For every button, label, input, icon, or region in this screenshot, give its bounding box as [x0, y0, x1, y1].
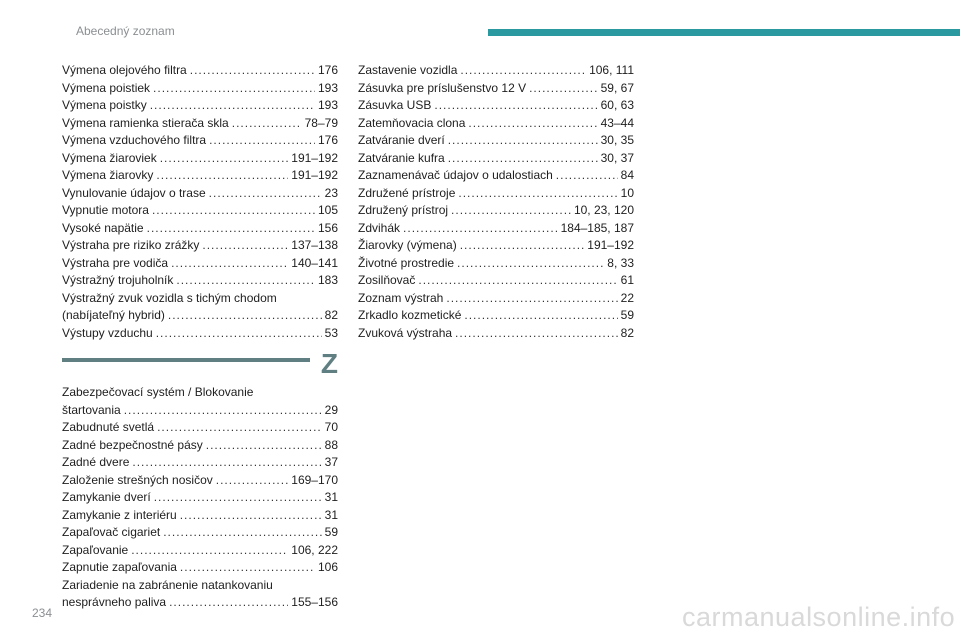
index-entry [62, 489, 338, 507]
index-entry-term: Zvuková výstraha [358, 325, 453, 340]
index-entry [358, 272, 634, 290]
index-entry-page: 176 [317, 133, 338, 147]
dot-leader [132, 454, 321, 472]
index-entry-page: 193 [317, 98, 338, 112]
index-entry-page: 193 [317, 80, 338, 95]
index-entry-term: (nabíjateľný hybrid) [62, 308, 165, 322]
dot-leader [403, 220, 558, 238]
index-entry [358, 80, 634, 98]
index-entry [62, 524, 338, 542]
index-entry [62, 202, 338, 220]
index-entry-page: 106 [317, 560, 338, 574]
index-column-left-top [62, 62, 338, 342]
index-entry [62, 62, 338, 80]
index-entry-page: 191–192 [291, 150, 338, 165]
index-entry [358, 325, 634, 343]
dot-leader [190, 62, 315, 80]
dot-leader [446, 290, 617, 308]
index-entry [62, 220, 338, 238]
index-entry-term: Zásuvka USB [358, 98, 432, 112]
index-entry-term: Výstupy vzduchu [62, 325, 153, 340]
index-entry [62, 185, 338, 203]
dot-leader [216, 472, 289, 490]
index-entry-page: 78–79 [304, 115, 338, 130]
index-entry-term: Zamykanie z interiéru [62, 507, 177, 522]
dot-leader [434, 97, 597, 115]
dot-leader [131, 542, 288, 560]
index-entry-term: Výstraha pre vodiča [62, 255, 169, 270]
dot-leader [460, 237, 585, 255]
index-column-right [358, 62, 634, 342]
header-title: Abecedný zoznam [76, 24, 175, 38]
index-entry [62, 559, 338, 577]
index-entry-page: 59 [620, 308, 634, 322]
index-entry-term: Zabudnuté svetlá [62, 420, 155, 434]
page-number: 234 [32, 606, 53, 620]
dot-leader [232, 115, 302, 133]
index-entry-term: Vysoké napätie [62, 220, 144, 235]
index-entry-term: Zaznamenávač údajov o udalostiach [358, 168, 553, 182]
index-entry [358, 202, 634, 220]
index-entry-page: 59, 67 [600, 80, 634, 95]
index-entry-term: Združený prístroj [358, 203, 449, 217]
index-entry-term: štartovania [62, 402, 121, 417]
index-entry-term: Výstraha pre riziko zrážky [62, 238, 200, 252]
dot-leader [455, 325, 618, 343]
index-entry [62, 419, 338, 437]
index-entry [358, 237, 634, 255]
index-entry-page: 37 [324, 455, 338, 469]
watermark: carmanualsonline.info [682, 602, 956, 632]
index-entry-term: Výmena žiarovky [62, 168, 154, 182]
dot-leader [448, 150, 598, 168]
index-entry-page: 82 [324, 308, 338, 322]
index-entry-term: Zosilňovač [358, 273, 416, 287]
dot-leader [206, 437, 322, 455]
dot-leader [468, 115, 597, 133]
index-entry [358, 307, 634, 325]
index-entry-term: Výmena ramienka stierača skla [62, 115, 229, 130]
dot-leader [457, 255, 604, 273]
index-entry-page: 59 [324, 525, 338, 539]
dot-leader [202, 237, 288, 255]
dot-leader [157, 419, 322, 437]
index-entry-page: 183 [317, 273, 338, 287]
dot-leader [154, 489, 322, 507]
dot-leader [180, 507, 322, 525]
dot-leader [556, 167, 618, 185]
index-entry-page: 23 [324, 185, 338, 200]
index-entry-term: Výmena vzduchového filtra [62, 133, 207, 147]
index-entry-term-line1: Zariadenie na zabránenie natankovaniu [62, 577, 273, 592]
index-entry-term-line1: Výstražný zvuk vozidla s tichým chodom [62, 290, 277, 305]
index-entry-term: Výstražný trojuholník [62, 273, 174, 287]
dot-leader [156, 167, 288, 185]
dot-leader [448, 132, 598, 150]
index-column-left-bottom [62, 384, 338, 612]
index-entry-page: 10, 23, 120 [573, 203, 634, 217]
index-entry-page: 88 [324, 437, 338, 452]
index-entry-page: 137–138 [291, 238, 338, 252]
dot-leader [153, 80, 315, 98]
index-entry-term: Výmena poistiek [62, 80, 151, 95]
dot-leader [180, 559, 315, 577]
index-entry-term: Vynulovanie údajov o trase [62, 185, 206, 200]
index-entry-page: 106, 222 [291, 542, 338, 557]
dot-leader [529, 80, 598, 98]
dot-leader [150, 97, 315, 115]
index-entry-page: 156 [317, 220, 338, 235]
index-entry-term: Zapaľovanie [62, 542, 129, 557]
index-entry-term: nesprávneho paliva [62, 595, 167, 609]
index-entry [62, 542, 338, 560]
index-entry [62, 437, 338, 455]
index-entry [62, 150, 338, 168]
index-entry-term-line1: Zabezpečovací systém / Blokovanie [62, 385, 254, 399]
index-entry-term: Zastavenie vozidla [358, 63, 458, 77]
index-entry [358, 255, 634, 273]
index-entry-term: Zamykanie dverí [62, 490, 151, 504]
index-entry [358, 150, 634, 168]
index-entry-page: 184–185, 187 [560, 220, 634, 235]
dot-leader [451, 202, 571, 220]
section-rule [62, 358, 310, 362]
section-heading [62, 348, 338, 382]
dot-leader [160, 150, 289, 168]
index-entry-term: Výmena olejového filtra [62, 63, 187, 77]
index-entry-page: 105 [317, 203, 338, 217]
index-entry-page: 29 [324, 402, 338, 417]
dot-leader [176, 272, 315, 290]
index-entry-term: Zoznam výstrah [358, 290, 444, 305]
index-entry [358, 185, 634, 203]
index-entry-term: Zadné bezpečnostné pásy [62, 437, 203, 452]
index-entry [62, 255, 338, 273]
index-entry [62, 97, 338, 115]
index-entry-term: Zadné dvere [62, 455, 130, 469]
index-entry-page: 31 [324, 490, 338, 504]
index-entry-term: Zatváranie kufra [358, 150, 445, 165]
index-entry [62, 290, 338, 325]
index-entry [62, 384, 338, 419]
index-entry-page: 176 [317, 63, 338, 77]
index-entry-page: 169–170 [291, 472, 338, 487]
index-entry-page: 60, 63 [600, 98, 634, 112]
index-entry [62, 167, 338, 185]
index-entry-term: Založenie strešných nosičov [62, 472, 213, 487]
index-entry-term: Zapnutie zapaľovania [62, 560, 177, 574]
dot-leader [147, 220, 315, 238]
index-entry-page: 61 [620, 273, 634, 287]
dot-leader [168, 307, 322, 325]
index-entry-page: 155–156 [291, 595, 338, 609]
index-entry-page: 191–192 [587, 238, 634, 252]
index-entry [62, 132, 338, 150]
index-entry-page: 30, 35 [600, 133, 634, 147]
index-entry [358, 97, 634, 115]
index-entry [62, 237, 338, 255]
dot-leader [418, 272, 617, 290]
index-entry [62, 272, 338, 290]
index-entry-term: Výmena žiaroviek [62, 150, 157, 165]
index-entry [62, 325, 338, 343]
index-entry-term: Združené prístroje [358, 185, 456, 200]
header-accent-bar [488, 29, 960, 36]
dot-leader [171, 255, 288, 273]
dot-leader [156, 325, 322, 343]
index-entry [62, 472, 338, 490]
index-entry [358, 167, 634, 185]
index-entry-page: 70 [324, 420, 338, 434]
dot-leader [124, 402, 322, 420]
index-entry-page: 10 [620, 185, 634, 200]
dot-leader [458, 185, 617, 203]
index-entry-term: Zrkadlo kozmetické [358, 308, 462, 322]
dot-leader [152, 202, 315, 220]
index-entry-page: 191–192 [291, 168, 338, 182]
index-entry [62, 80, 338, 98]
index-entry-term: Životné prostredie [358, 255, 455, 270]
index-entry-term: Zásuvka pre príslušenstvo 12 V [358, 80, 527, 95]
index-entry [358, 132, 634, 150]
index-entry-term: Zatváranie dverí [358, 133, 445, 147]
index-entry-page: 22 [620, 290, 634, 305]
index-entry [358, 62, 634, 80]
index-entry-page: 31 [324, 507, 338, 522]
index-entry-term: Zdvihák [358, 220, 401, 235]
index-entry [358, 220, 634, 238]
index-entry [62, 577, 338, 612]
index-entry-term: Zatemňovacia clona [358, 115, 466, 130]
index-entry [62, 454, 338, 472]
dot-leader [464, 307, 617, 325]
index-entry-page: 30, 37 [600, 150, 634, 165]
dot-leader [163, 524, 321, 542]
index-entry [358, 115, 634, 133]
dot-leader [169, 594, 288, 612]
index-entry-term: Zapaľovač cigariet [62, 525, 161, 539]
dot-leader [209, 185, 322, 203]
index-entry-term: Žiarovky (výmena) [358, 238, 457, 252]
index-entry [62, 507, 338, 525]
index-entry-page: 8, 33 [607, 255, 634, 270]
dot-leader [460, 62, 586, 80]
index-entry-page: 84 [620, 168, 634, 182]
index-entry-page: 106, 111 [589, 63, 634, 77]
index-entry-term: Vypnutie motora [62, 203, 149, 217]
index-entry [358, 290, 634, 308]
index-entry-page: 82 [620, 325, 634, 340]
index-entry-page: 140–141 [291, 255, 338, 270]
index-entry-term: Výmena poistky [62, 98, 147, 112]
dot-leader [209, 132, 315, 150]
index-entry-page: 53 [324, 325, 338, 340]
index-entry [62, 115, 338, 133]
index-entry-page: 43–44 [600, 115, 634, 130]
section-letter: Z [320, 348, 338, 379]
